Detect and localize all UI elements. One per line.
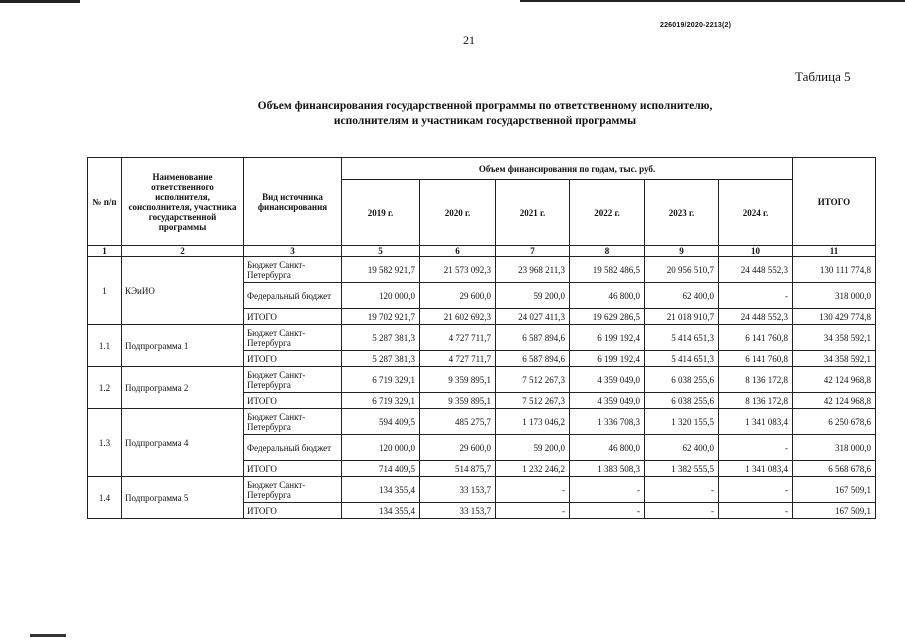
column-index: 10 bbox=[719, 246, 793, 257]
year-value: 19 702 921,7 bbox=[342, 309, 420, 325]
year-value: - bbox=[570, 503, 645, 519]
header-year: 2024 г. bbox=[719, 180, 793, 246]
year-value: 33 153,7 bbox=[420, 477, 496, 503]
row-number: 1 bbox=[88, 257, 122, 325]
title-line-2: исполнителям и участникам государственной программы bbox=[333, 115, 637, 127]
header-year: 2022 г. bbox=[570, 180, 645, 246]
row-number: 1.4 bbox=[88, 477, 122, 519]
header-total: ИТОГО bbox=[793, 158, 876, 246]
column-index: 11 bbox=[793, 246, 876, 257]
year-value: - bbox=[719, 283, 793, 309]
column-index: 1 bbox=[88, 246, 122, 257]
year-value: 6 141 760,8 bbox=[719, 325, 793, 351]
year-value: 1 336 708,3 bbox=[570, 409, 645, 435]
header-num: № п/п bbox=[88, 158, 122, 246]
year-value: 714 409,5 bbox=[342, 461, 420, 477]
year-value: 6 587 894,6 bbox=[496, 351, 570, 367]
year-value: 6 199 192,4 bbox=[570, 351, 645, 367]
year-value: 6 038 255,6 bbox=[645, 367, 719, 393]
year-value: 120 000,0 bbox=[342, 283, 420, 309]
year-value: 19 582 921,7 bbox=[342, 257, 420, 283]
year-value: 59 200,0 bbox=[496, 283, 570, 309]
funding-source: Бюджет Санкт-Петербурга bbox=[244, 367, 342, 393]
funding-source: Федеральный бюджет bbox=[244, 435, 342, 461]
total-value: 34 358 592,1 bbox=[793, 351, 876, 367]
header-source: Вид источника финансирования bbox=[244, 158, 342, 246]
financing-table bbox=[87, 157, 876, 519]
total-value: 6 568 678,6 bbox=[793, 461, 876, 477]
year-value: 19 582 486,5 bbox=[570, 257, 645, 283]
year-value: 21 018 910,7 bbox=[645, 309, 719, 325]
table-row bbox=[88, 367, 876, 393]
funding-source: Федеральный бюджет bbox=[244, 283, 342, 309]
year-value: 6 587 894,6 bbox=[496, 325, 570, 351]
year-value: 6 719 329,1 bbox=[342, 367, 420, 393]
total-value: 167 509,1 bbox=[793, 477, 876, 503]
year-value: 485 275,7 bbox=[420, 409, 496, 435]
column-index: 7 bbox=[496, 246, 570, 257]
header-year: 2021 г. bbox=[496, 180, 570, 246]
column-index: 2 bbox=[122, 246, 244, 257]
year-value: 20 956 510,7 bbox=[645, 257, 719, 283]
column-index: 5 bbox=[342, 246, 420, 257]
year-value: 4 727 711,7 bbox=[420, 351, 496, 367]
funding-source: Бюджет Санкт-Петербурга bbox=[244, 257, 342, 283]
year-value: - bbox=[645, 477, 719, 503]
year-value: 8 136 172,8 bbox=[719, 393, 793, 409]
year-value: 4 727 711,7 bbox=[420, 325, 496, 351]
year-value: 5 414 651,3 bbox=[645, 351, 719, 367]
year-value: 4 359 049,0 bbox=[570, 367, 645, 393]
year-value: 24 448 552,3 bbox=[719, 257, 793, 283]
year-value: 19 629 286,5 bbox=[570, 309, 645, 325]
year-value: 7 512 267,3 bbox=[496, 367, 570, 393]
participant-name: Подпрограмма 4 bbox=[122, 409, 244, 477]
table-body bbox=[88, 257, 876, 519]
year-value: 29 600,0 bbox=[420, 283, 496, 309]
document-number: 226019/2020-2213(2) bbox=[660, 22, 732, 29]
year-value: 29 600,0 bbox=[420, 435, 496, 461]
row-number: 1.3 bbox=[88, 409, 122, 477]
total-value: 318 000,0 bbox=[793, 283, 876, 309]
table-row bbox=[88, 477, 876, 503]
year-value: 514 875,7 bbox=[420, 461, 496, 477]
header-name: Наименование ответственного исполнителя, соисполнителя, участника государственной программы bbox=[122, 158, 244, 246]
year-value: 1 341 083,4 bbox=[719, 461, 793, 477]
year-value: 33 153,7 bbox=[420, 503, 496, 519]
year-value: 1 232 246,2 bbox=[496, 461, 570, 477]
column-index-row bbox=[88, 246, 876, 257]
year-value: 5 287 381,3 bbox=[342, 351, 420, 367]
year-value: 24 448 552,3 bbox=[719, 309, 793, 325]
year-value: 5 287 381,3 bbox=[342, 325, 420, 351]
funding-source: ИТОГО bbox=[244, 309, 342, 325]
total-value: 167 509,1 bbox=[793, 503, 876, 519]
year-value: 62 400,0 bbox=[645, 283, 719, 309]
year-value: 1 382 555,5 bbox=[645, 461, 719, 477]
column-index: 9 bbox=[645, 246, 719, 257]
year-value: 6 141 760,8 bbox=[719, 351, 793, 367]
total-value: 318 000,0 bbox=[793, 435, 876, 461]
participant-name: Подпрограмма 1 bbox=[122, 325, 244, 367]
year-value: - bbox=[496, 503, 570, 519]
total-value: 130 429 774,8 bbox=[793, 309, 876, 325]
table-label: Таблица 5 bbox=[795, 69, 851, 84]
year-value: 1 383 508,3 bbox=[570, 461, 645, 477]
year-value: 4 359 049,0 bbox=[570, 393, 645, 409]
total-value: 6 250 678,6 bbox=[793, 409, 876, 435]
row-number: 1.2 bbox=[88, 367, 122, 409]
participant-name: Подпрограмма 2 bbox=[122, 367, 244, 409]
year-value: 594 409,5 bbox=[342, 409, 420, 435]
total-value: 42 124 968,8 bbox=[793, 367, 876, 393]
year-value: 6 199 192,4 bbox=[570, 325, 645, 351]
year-value: - bbox=[719, 503, 793, 519]
scan-top-edge bbox=[0, 0, 905, 4]
table-row bbox=[88, 257, 876, 283]
total-value: 34 358 592,1 bbox=[793, 325, 876, 351]
funding-source: Бюджет Санкт-Петербурга bbox=[244, 409, 342, 435]
header-year: 2023 г. bbox=[645, 180, 719, 246]
year-value: 9 359 895,1 bbox=[420, 367, 496, 393]
year-value: - bbox=[645, 503, 719, 519]
funding-source: ИТОГО bbox=[244, 351, 342, 367]
year-value: 8 136 172,8 bbox=[719, 367, 793, 393]
year-value: 9 359 895,1 bbox=[420, 393, 496, 409]
year-value: 6 719 329,1 bbox=[342, 393, 420, 409]
table-row bbox=[88, 409, 876, 435]
row-number: 1.1 bbox=[88, 325, 122, 367]
column-index: 8 bbox=[570, 246, 645, 257]
year-value: 62 400,0 bbox=[645, 435, 719, 461]
year-value: 7 512 267,3 bbox=[496, 393, 570, 409]
table-row bbox=[88, 325, 876, 351]
year-value: 5 414 651,3 bbox=[645, 325, 719, 351]
year-value: 21 602 692,3 bbox=[420, 309, 496, 325]
year-value: 134 355,4 bbox=[342, 477, 420, 503]
total-value: 42 124 968,8 bbox=[793, 393, 876, 409]
year-value: 1 341 083,4 bbox=[719, 409, 793, 435]
year-value: 46 800,0 bbox=[570, 283, 645, 309]
page-number: 21 bbox=[463, 33, 475, 47]
funding-source: Бюджет Санкт-Петербурга bbox=[244, 325, 342, 351]
year-value: - bbox=[719, 435, 793, 461]
funding-source: Бюджет Санкт-Петербурга bbox=[244, 477, 342, 503]
year-value: 120 000,0 bbox=[342, 435, 420, 461]
header-year: 2019 г. bbox=[342, 180, 420, 246]
scan-bottom-mark bbox=[30, 634, 66, 637]
funding-source: ИТОГО bbox=[244, 503, 342, 519]
column-index: 6 bbox=[420, 246, 496, 257]
year-value: - bbox=[719, 477, 793, 503]
year-value: 23 968 211,3 bbox=[496, 257, 570, 283]
header-year: 2020 г. bbox=[420, 180, 496, 246]
title-line-1: Объем финансирования государственной программы по ответственному исполнителю, bbox=[257, 100, 713, 112]
year-value: - bbox=[570, 477, 645, 503]
column-index: 3 bbox=[244, 246, 342, 257]
table-title bbox=[150, 99, 820, 129]
funding-source: ИТОГО bbox=[244, 393, 342, 409]
total-value: 130 111 774,8 bbox=[793, 257, 876, 283]
year-value: 46 800,0 bbox=[570, 435, 645, 461]
year-value: 134 355,4 bbox=[342, 503, 420, 519]
year-value: 6 038 255,6 bbox=[645, 393, 719, 409]
year-value: 24 027 411,3 bbox=[496, 309, 570, 325]
year-value: 1 320 155,5 bbox=[645, 409, 719, 435]
funding-source: ИТОГО bbox=[244, 461, 342, 477]
header-year-group: Объем финансирования по годам, тыс. руб. bbox=[342, 158, 793, 180]
participant-name: Подпрограмма 5 bbox=[122, 477, 244, 519]
participant-name: КЭиИО bbox=[122, 257, 244, 325]
year-value: - bbox=[496, 477, 570, 503]
year-value: 1 173 046,2 bbox=[496, 409, 570, 435]
year-value: 21 573 092,3 bbox=[420, 257, 496, 283]
year-value: 59 200,0 bbox=[496, 435, 570, 461]
